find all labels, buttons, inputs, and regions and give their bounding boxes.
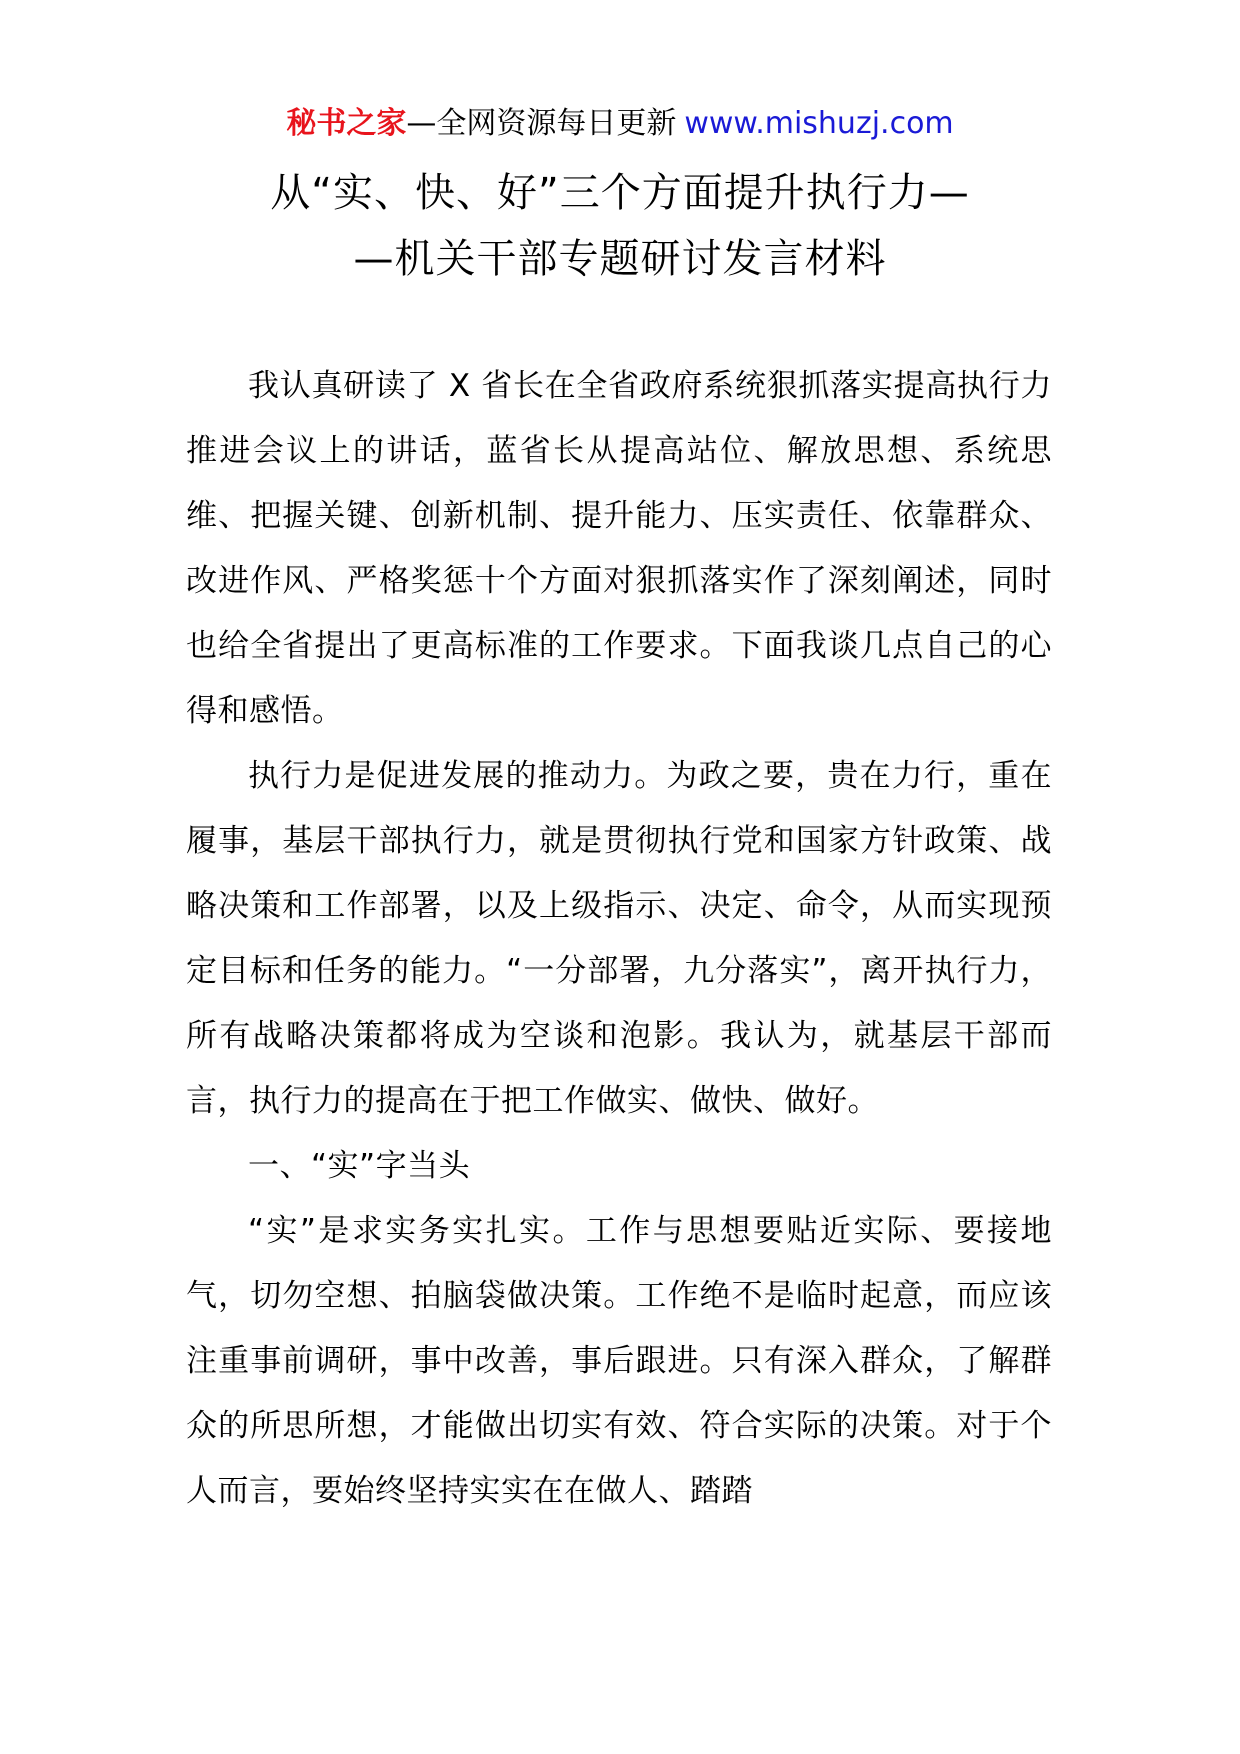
- site-brand: 秘书之家: [286, 106, 407, 141]
- document-title: [190, 160, 1050, 292]
- paragraph-intro: 我认真研读了 X 省长在全省政府系统狠抓落实提高执行力推进会议上的讲话，蓝省长从提高站位、解放思想、系统思维、把握关键、创新机制、提升能力、压实责任、依靠群众、改进作风、严格奖惩十个方面对狠抓落实作了深刻阐述，同时也给全省提出了更高标准的工作要求。下面我谈几点自己的心得和感悟。: [186, 368, 1052, 729]
- site-header: [0, 102, 1240, 146]
- title-line-2: —机关干部专题研讨发言材料: [353, 236, 887, 282]
- paragraph-execution: 执行力是促进发展的推动力。为政之要，贵在力行，重在履事，基层干部执行力，就是贯彻执行党和国家方针政策、战略决策和工作部署，以及上级指示、决定、命令，从而实现预定目标和任务的能力。“一分部署，九分落实”，离开执行力，所有战略决策都将成为空谈和泡影。我认为，就基层干部而言，执行力的提高在于把工作做实、做快、做好。: [186, 758, 1052, 1119]
- paragraph-shi: “实”是求实务实扎实。工作与思想要贴近实际、要接地气，切勿空想、拍脑袋做决策。工作绝不是临时起意，而应该注重事前调研，事中改善，事后跟进。只有深入群众，了解群众的所思所想，才能做出切实有效、符合实际的决策。对于个人而言，要始终坚持实实在在做人、踏踏: [186, 1213, 1052, 1509]
- section-heading-1: 一、“实”字当头: [248, 1148, 471, 1184]
- site-tagline: —全网资源每日更新: [406, 106, 677, 141]
- title-line-1: 从“实、快、好”三个方面提升执行力—: [270, 170, 970, 216]
- document-body: [186, 354, 1052, 1524]
- site-url-link[interactable]: www.mishuzj.com: [684, 106, 954, 141]
